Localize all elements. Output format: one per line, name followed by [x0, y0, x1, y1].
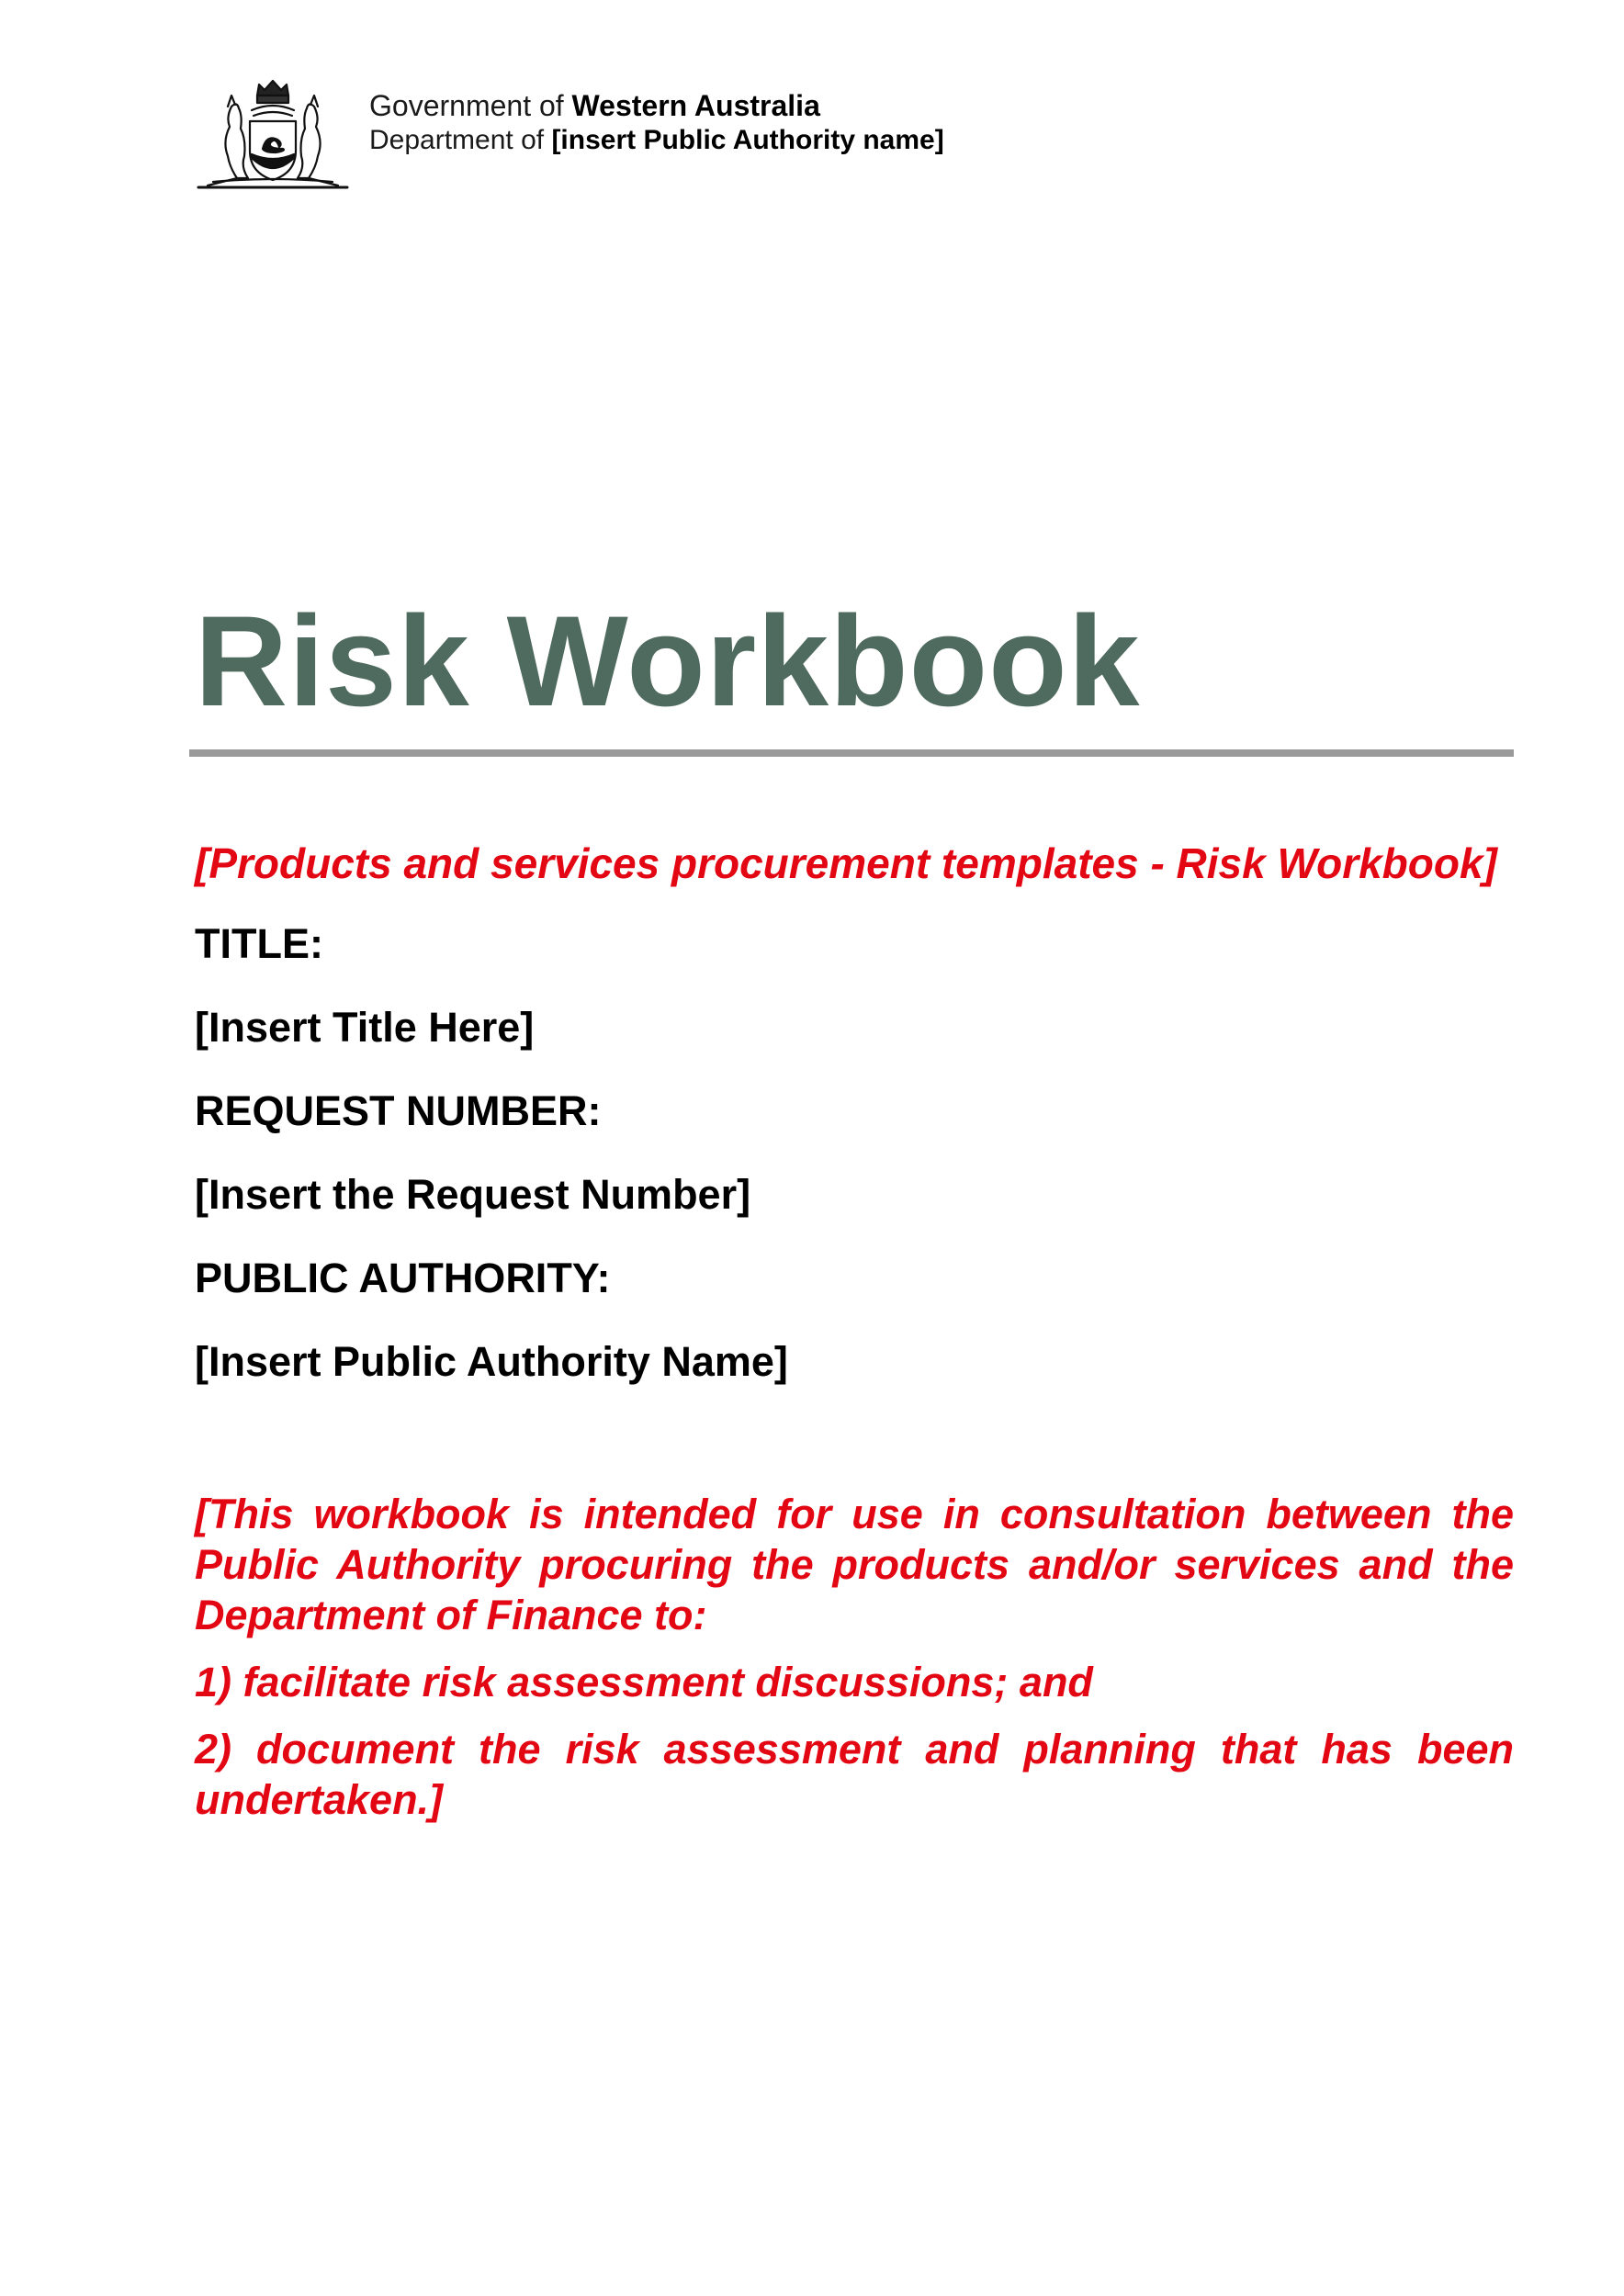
public-authority-label: PUBLIC AUTHORITY:: [195, 1255, 611, 1301]
page-title: Risk Workbook: [195, 589, 1141, 733]
department-line: [369, 123, 944, 158]
title-divider: [189, 749, 1514, 757]
government-name: Western Australia: [571, 89, 820, 122]
usage-note-intro: [This workbook is intended for use in consultation between the Public Authority procuring the products and/or services and the Department of Finance to:: [195, 1491, 1514, 1638]
public-authority-value: [Insert Public Authority Name]: [195, 1338, 788, 1385]
coat-of-arms-logo: [195, 75, 351, 193]
request-number-value: [Insert the Request Number]: [195, 1171, 751, 1218]
usage-note-item-2: 2) document the risk assessment and planning that has been undertaken.]: [195, 1726, 1514, 1823]
department-prefix: Department of: [369, 125, 552, 155]
usage-notes: [195, 1489, 1514, 1825]
department-name: [insert Public Authority name]: [551, 125, 944, 155]
document-body: [195, 838, 1514, 1841]
header-text: [369, 88, 944, 158]
request-number-label: REQUEST NUMBER:: [195, 1087, 602, 1134]
government-prefix: Government of: [369, 89, 572, 122]
government-line: [369, 88, 944, 123]
title-value: [Insert Title Here]: [195, 1004, 535, 1051]
template-subtitle: [Products and services procurement templates - Risk Workbook]: [195, 839, 1497, 887]
title-label: TITLE:: [195, 920, 323, 967]
usage-note-item-1: 1) facilitate risk assessment discussions; and: [195, 1659, 1093, 1705]
